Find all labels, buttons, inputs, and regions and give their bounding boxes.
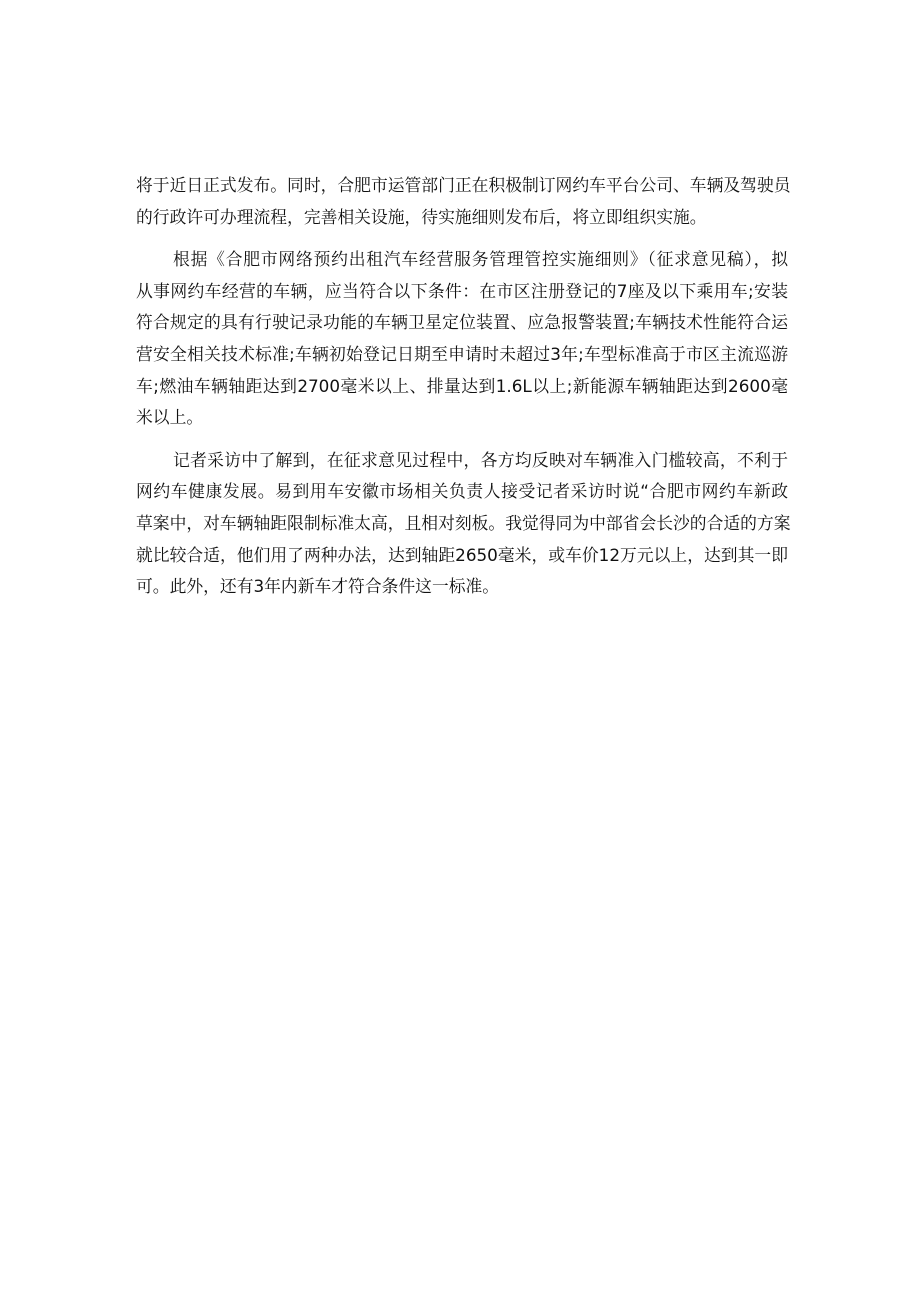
paragraph-3 xyxy=(136,445,791,603)
text-line: 草案中，对车辆轴距限制标准太高，且相对刻板。我觉得同为中部省会长沙的合适的方案 xyxy=(136,512,791,533)
document-body xyxy=(136,170,791,614)
text-line: 网约车健康发展。易到用车安徽市场相关负责人接受记者采访时说“合肥市网约车新政 xyxy=(136,481,788,502)
text-line: 将于近日正式发布。同时，合肥市运管部门正在积极制订网约车平台公司、车辆及驾驶员 xyxy=(136,175,791,195)
text-line: 营安全相关技术标准;车辆初始登记日期至申请时未超过3年;车型标准高于市区主流巡游 xyxy=(136,343,788,364)
paragraph-1 xyxy=(136,170,791,233)
text-line: 的行政许可办理流程，完善相关设施，待实施细则发布后，将立即组织实施。 xyxy=(136,206,707,227)
text-line: 从事网约车经营的车辆，应当符合以下条件：在市区注册登记的7座及以下乘用车;安装 xyxy=(136,280,788,301)
text-line: 米以上。 xyxy=(136,407,204,428)
paragraph-2 xyxy=(136,244,788,434)
text-line: 记者采访中了解到，在征求意见过程中，各方均反映对车辆准入门槛较高，不利于 xyxy=(173,449,788,470)
text-line: 就比较合适，他们用了两种办法，达到轴距2650毫米，或车价12万元以上，达到其一即 xyxy=(136,544,788,565)
text-line: 符合规定的具有行驶记录功能的车辆卫星定位装置、应急报警装置;车辆技术性能符合运 xyxy=(136,312,788,333)
text-line: 根据《合肥市网络预约出租汽车经营服务管理管控实施细则》（征求意见稿），拟 xyxy=(173,249,788,270)
text-line: 可。此外，还有3年内新车才符合条件这一标准。 xyxy=(136,576,500,597)
text-line: 车;燃油车辆轴距达到2700毫米以上、排量达到1.6L以上;新能源车辆轴距达到2600毫 xyxy=(136,375,788,396)
